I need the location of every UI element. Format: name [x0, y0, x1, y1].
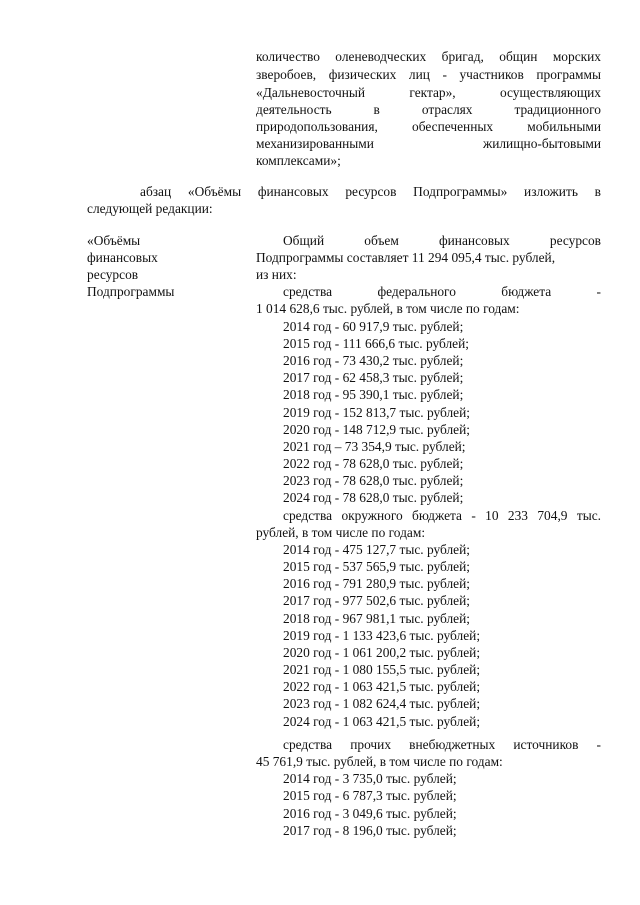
- intro-line: «Дальневосточный гектар», осуществляющих: [256, 85, 601, 100]
- federal-year-item: 2020 год - 148 712,9 тыс. рублей;: [283, 422, 470, 437]
- total-line: Общий объем финансовых ресурсов: [283, 233, 601, 248]
- extrabudget-year-item: 2016 год - 3 049,6 тыс. рублей;: [283, 806, 457, 821]
- instruction-paragraph-line: следующей редакции:: [87, 201, 213, 216]
- district-year-item: 2021 год - 1 080 155,5 тыс. рублей;: [283, 662, 481, 677]
- federal-year-item: 2019 год - 152 813,7 тыс. рублей;: [283, 405, 470, 420]
- district-year-item: 2014 год - 475 127,7 тыс. рублей;: [283, 542, 470, 557]
- extrabudget-line: 45 761,9 тыс. рублей, в том числе по годам:: [256, 754, 503, 769]
- instruction-paragraph-line: абзац «Объёмы финансовых ресурсов Подпрограммы» изложить в: [140, 184, 601, 199]
- section-label: «Объёмы: [87, 233, 141, 248]
- federal-year-item: 2015 год - 111 666,6 тыс. рублей;: [283, 336, 469, 351]
- district-year-item: 2016 год - 791 280,9 тыс. рублей;: [283, 576, 470, 591]
- federal-year-item: 2024 год - 78 628,0 тыс. рублей;: [283, 490, 464, 505]
- intro-line: зверобоев, физических лиц - участников программы: [256, 67, 601, 82]
- district-year-item: 2019 год - 1 133 423,6 тыс. рублей;: [283, 628, 481, 643]
- federal-year-item: 2021 год – 73 354,9 тыс. рублей;: [283, 439, 466, 454]
- section-label: финансовых: [87, 250, 158, 265]
- extrabudget-line: средства прочих внебюджетных источников -: [283, 737, 601, 752]
- district-year-item: 2024 год - 1 063 421,5 тыс. рублей;: [283, 714, 481, 729]
- total-line: Подпрограммы составляет 11 294 095,4 тыс. рублей,: [256, 250, 556, 265]
- intro-line: природопользования, обеспеченных мобильными: [256, 119, 601, 134]
- federal-budget-line: средства федерального бюджета -: [283, 284, 601, 299]
- federal-year-item: 2018 год - 95 390,1 тыс. рублей;: [283, 387, 464, 402]
- section-label: Подпрограммы: [87, 284, 175, 299]
- federal-year-item: 2014 год - 60 917,9 тыс. рублей;: [283, 319, 464, 334]
- intro-line: количество оленеводческих бригад, общин морских: [256, 49, 601, 64]
- total-line: из них:: [256, 267, 297, 282]
- federal-year-item: 2016 год - 73 430,2 тыс. рублей;: [283, 353, 464, 368]
- federal-budget-line: 1 014 628,6 тыс. рублей, в том числе по годам:: [256, 301, 520, 316]
- district-budget-line: средства окружного бюджета - 10 233 704,9 тыс.: [283, 508, 601, 523]
- extrabudget-year-item: 2017 год - 8 196,0 тыс. рублей;: [283, 823, 457, 838]
- district-year-item: 2023 год - 1 082 624,4 тыс. рублей;: [283, 696, 481, 711]
- district-year-item: 2017 год - 977 502,6 тыс. рублей;: [283, 593, 470, 608]
- district-budget-line: рублей, в том числе по годам:: [256, 525, 426, 540]
- district-year-item: 2020 год - 1 061 200,2 тыс. рублей;: [283, 645, 481, 660]
- federal-year-item: 2023 год - 78 628,0 тыс. рублей;: [283, 473, 464, 488]
- extrabudget-year-item: 2014 год - 3 735,0 тыс. рублей;: [283, 771, 457, 786]
- district-year-item: 2018 год - 967 981,1 тыс. рублей;: [283, 611, 470, 626]
- district-year-item: 2015 год - 537 565,9 тыс. рублей;: [283, 559, 470, 574]
- section-label: ресурсов: [87, 267, 139, 282]
- extrabudget-year-item: 2015 год - 6 787,3 тыс. рублей;: [283, 788, 457, 803]
- federal-year-item: 2017 год - 62 458,3 тыс. рублей;: [283, 370, 464, 385]
- federal-year-item: 2022 год - 78 628,0 тыс. рублей;: [283, 456, 464, 471]
- intro-line: механизированными жилищно-бытовыми: [256, 136, 601, 151]
- intro-line: комплексами»;: [256, 153, 341, 168]
- intro-line: деятельность в отраслях традиционного: [256, 102, 601, 117]
- district-year-item: 2022 год - 1 063 421,5 тыс. рублей;: [283, 679, 481, 694]
